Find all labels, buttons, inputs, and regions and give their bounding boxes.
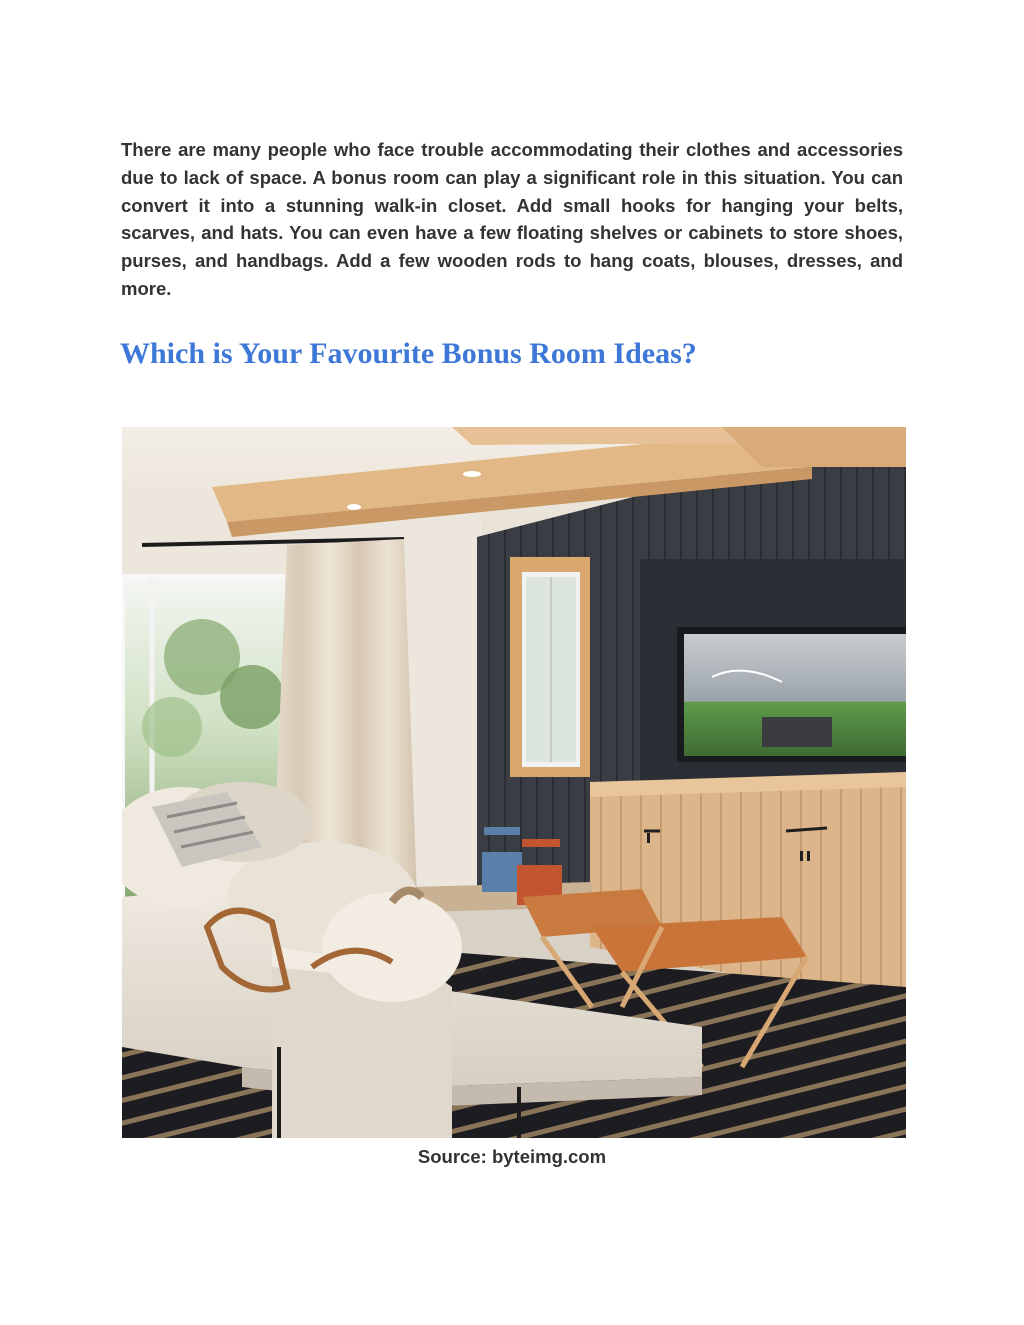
body-paragraph: There are many people who face trouble accommodating their clothes and accessories due to lack of space. A bonus room can play a significant role in this situation. You can convert it into a stunning walk-in closet. Add small hooks for hanging your belts, scarves, and hats. You can even have a few floating shelves or cabinets to store shoes, purses, and handbags. Add a few wooden rods to hang coats, blouses, dresses, and more. — [121, 139, 903, 299]
image-caption: Source: byteimg.com — [417, 1146, 607, 1167]
bonus-room-photo — [122, 427, 906, 1138]
section-heading: Which is Your Favourite Bonus Room Ideas? — [120, 337, 697, 370]
